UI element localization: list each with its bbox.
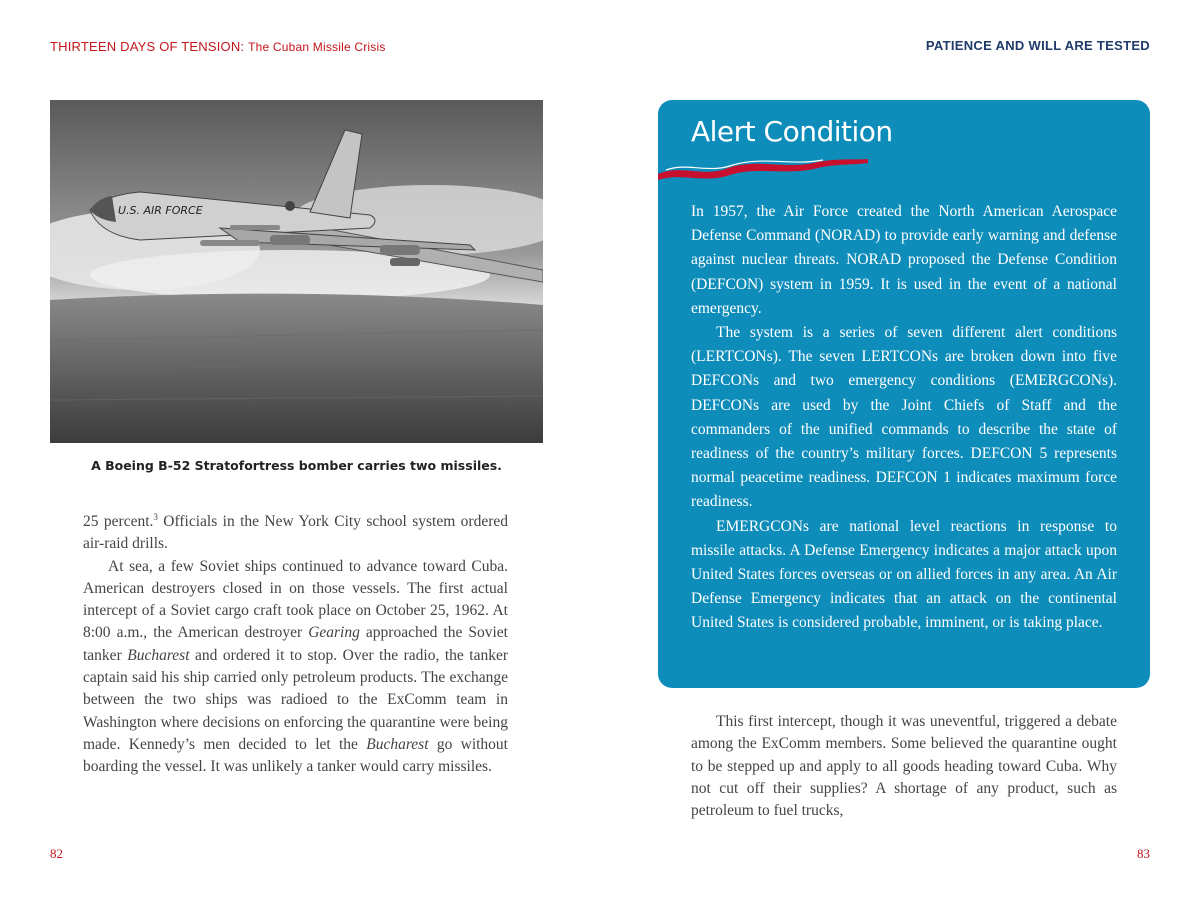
- sidebar-paragraph-3: EMERGCONs are national level reactions in response to missile attacks. A Defense Emergency indicates a major attack upon United States forces overseas or on allied forces in any area. An Air Defense Emergency indicates that an attack on the continental United States is considered probable, imminent, or is taking place.: [691, 517, 1117, 632]
- alert-condition-sidebar: [658, 100, 1150, 688]
- missile: [200, 240, 260, 246]
- right-paragraph-1: This first intercept, though it was uneventful, triggered a debate among the ExComm members. Some believed the quarantine ought to be stepped up and apply to all goods heading toward Cuba. Why not cut off their supplies? A shortage of any product, such as petroleum to fuel trucks,: [691, 713, 1117, 820]
- ground: [50, 294, 543, 443]
- fuselage-text: U.S. AIR FORCE: [118, 204, 203, 217]
- ship-name: Gearing: [308, 624, 360, 642]
- engine-pod: [270, 235, 310, 245]
- left-paragraph-1: 25 percent.$^3$ Officials in the New York City school system ordered air-raid drills.: [83, 511, 508, 553]
- chapter-title: PATIENCE AND WILL ARE TESTED: [925, 38, 1150, 53]
- sidebar-paragraph-2: The system is a series of seven different alert conditions (LERTCONs). The seven LERTCONs are broken down into five DEFCONs and two emergency conditions (EMERGCONs). DEFCONs are used by the Joint Chiefs of Staff and the commanders of the unified commands to describe the state of readiness of the country’s military forces. DEFCON 5 represents normal peacetime readiness. DEFCON 1 indicates maximum force readiness.: [691, 324, 1117, 511]
- missile: [230, 225, 280, 230]
- photo-caption: A Boeing B-52 Stratofortress bomber carries two missiles.: [91, 458, 502, 473]
- ribbon-decoration: [658, 156, 868, 186]
- page-number-right: 83: [1137, 846, 1150, 861]
- left-page-body: [83, 511, 508, 779]
- engine-pod: [390, 258, 420, 266]
- ship-name: Bucharest: [127, 646, 190, 664]
- running-head-left: [50, 39, 386, 54]
- sidebar-paragraph-1: In 1957, the Air Force created the North American Aerospace Defense Command (NORAD) to provide early warning and defense against nuclear threats. NORAD proposed the Defense Condition (DEFCON) system in 1959. It is used in the event of a national emergency.: [691, 203, 1117, 317]
- engine-pod: [380, 245, 420, 255]
- page-number-left: 82: [50, 846, 63, 861]
- ship-name: Bucharest: [366, 735, 429, 753]
- insignia: [285, 201, 295, 211]
- book-title: THIRTEEN DAYS OF TENSION:: [50, 39, 245, 54]
- left-paragraph-2: At sea, a few Soviet ships continued to advance toward Cuba. American destroyers closed in on those vessels. The first actual intercept of a Soviet cargo craft took place on October 25, 1962. At 8:00 a.m., the American destroyer Gearing approached the Soviet tanker Bucharest and ordered it to stop. Over the radio, the tanker captain said his ship carried only petroleum products. The exchange between the two ships was radioed to the ExComm team in Washington where decisions on enforcing the quarantine were being made. Kennedy’s men decided to let the Bucharest go without boarding the vessel. It was unlikely a tanker would carry missiles.: [83, 557, 509, 776]
- sidebar-title: Alert Condition: [691, 115, 893, 148]
- book-subtitle: The Cuban Missile Crisis: [248, 40, 386, 54]
- footnote-marker: 3: [153, 511, 158, 522]
- b52-illustration: [50, 100, 543, 443]
- right-page-body: [691, 711, 1117, 822]
- sidebar-body: [691, 200, 1117, 636]
- b52-photo: [50, 100, 543, 443]
